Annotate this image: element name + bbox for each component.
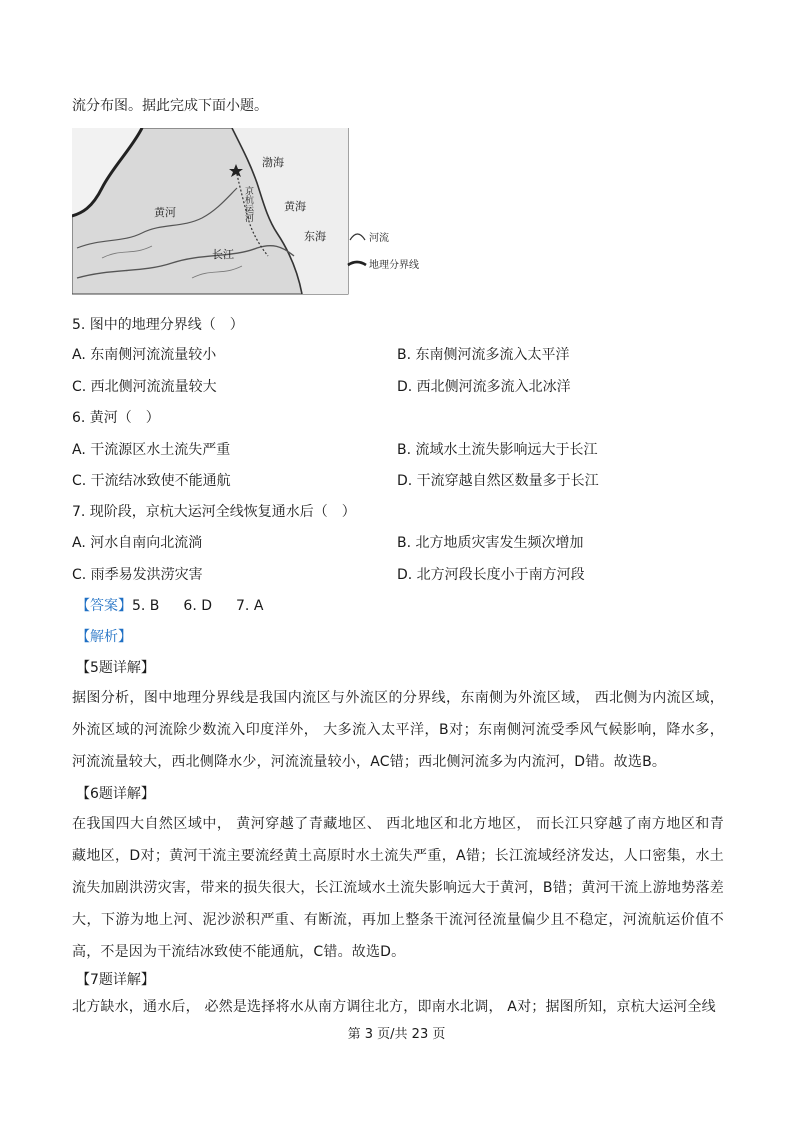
question-5-stem: 5. 图中的地理分界线（ ） <box>72 317 244 333</box>
q7-option-b: B. 北方地质灾害发生频次增加 <box>397 535 584 551</box>
label-jinghang: 京杭运河 <box>243 186 253 222</box>
label-bohai: 渤海 <box>262 156 284 169</box>
detail-6-text: 在我国四大自然区域中， 黄河穿越了青藏地区、 西北地区和北方地区， 而长江只穿越了南方地区和青藏地区，D对；黄河干流主要流经黄土高原时水土流失严重，A错；长江流域经济发达，人口密集，水土流失加剧洪涝灾害，带来的损失很大，长江流域水土流失影响远大于黄河，B错；黄河干流上游地势落差大，下游为地上河、泥沙淤积严重、有断流，再加上整条干流河径流量偏少且不稳定，河流航运价值不高，不是因为干流结冰致使不能通航，C错。故选D。 <box>72 816 724 960</box>
q6-option-a: A. 干流源区水土流失严重 <box>72 442 231 458</box>
legend-boundary-icon <box>348 262 366 265</box>
analysis-tag: 【解析】 <box>76 629 132 645</box>
q7-option-a: A. 河水自南向北流淌 <box>72 535 203 551</box>
answer-5: 5. B <box>132 598 160 614</box>
q5-option-d: D. 西北侧河流多流入北冰洋 <box>397 379 571 395</box>
detail-7-text: 北方缺水，通水后， 必然是选择将水从南方调往北方，即南水北调， A对；据图所知，京杭大运河全线 <box>72 999 716 1015</box>
q7-option-d: D. 北方河段长度小于南方河段 <box>397 567 585 583</box>
answer-tag: 【答案】 <box>76 598 132 614</box>
detail-7-head: 【7题详解】 <box>76 972 155 988</box>
q6-option-d: D. 干流穿越自然区数量多于长江 <box>397 473 599 489</box>
label-huanghai: 黄海 <box>284 200 306 213</box>
legend-river-icon <box>350 234 365 240</box>
answer-7: 7. A <box>236 598 264 614</box>
q6-option-c: C. 干流结冰致使不能通航 <box>72 473 231 489</box>
label-changjiang: 长江 <box>212 248 234 261</box>
q7-option-c: C. 雨季易发洪涝灾害 <box>72 567 203 583</box>
q5-option-c: C. 西北侧河流流量较大 <box>72 379 217 395</box>
detail-5-head: 【5题详解】 <box>76 660 155 676</box>
intro-text: 流分布图。据此完成下面小题。 <box>72 98 268 114</box>
answer-line <box>76 596 263 616</box>
label-donghai: 东海 <box>304 230 326 243</box>
label-huanghe: 黄河 <box>154 206 176 219</box>
legend-river: 河流 <box>369 233 389 244</box>
q5-option-a: A. 东南侧河流流量较小 <box>72 347 217 363</box>
question-7-stem: 7. 现阶段，京杭大运河全线恢复通水后（ ） <box>72 504 356 520</box>
answer-6: 6. D <box>183 598 213 614</box>
legend-boundary: 地理分界线 <box>369 260 419 271</box>
question-6-stem: 6. 黄河（ ） <box>72 410 160 426</box>
detail-6-head: 【6题详解】 <box>76 786 155 802</box>
river-distribution-map <box>72 128 436 298</box>
q6-option-b: B. 流域水土流失影响远大于长江 <box>397 442 598 458</box>
detail-5-text: 据图分析，图中地理分界线是我国内流区与外流区的分界线，东南侧为外流区域， 西北侧为内流区域，外流区域的河流除少数流入印度洋外， 大多流入太平洋，B对；东南侧河流受季风气候影响，降水多，河流流量较大，西北侧降水少，河流流量较小，AC错；西北侧河流多为内流河，D错。故选B。 <box>72 690 724 770</box>
q5-option-b: B. 东南侧河流多流入太平洋 <box>397 347 570 363</box>
page-footer: 第 3 页/共 23 页 <box>347 1027 446 1042</box>
